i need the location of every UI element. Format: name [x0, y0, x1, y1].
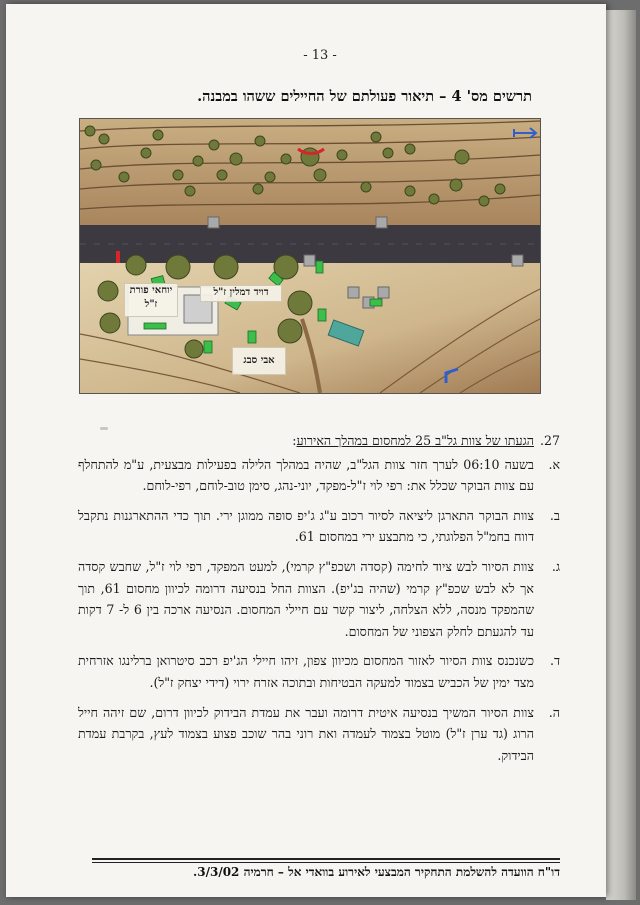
section-heading-text: הגעתו של צוות גל"ב 25 למחסום במהלך האירוע — [296, 433, 534, 448]
page-edge — [606, 10, 636, 900]
section-number: 27. — [539, 433, 560, 448]
footer-rule-thin — [92, 862, 560, 863]
list-item — [78, 454, 560, 497]
list-item — [78, 505, 560, 548]
footer-rule — [92, 858, 560, 860]
item-letter: ד. — [549, 653, 560, 669]
list-item — [78, 556, 560, 642]
item-text: בשעה 06:10 לערך חזר צוות הגל"ב, שהיה במהלך הלילה בפעילות מבצעית, ע"מ להתחלף עם צוות הבוקר שכלל את: רפי לוי ז"ל-מפקד, יוני-נהג, סימן טוב-לוחם, רפי-לוחם. — [78, 456, 534, 494]
item-text: כשנכנס צוות הסיור לאזור המחסום מכיוון צפון, זיהו חיילי הג'יפ רכב סיטרואן ברלינגו אזרחית מצד ימין של הכביש בצמוד למעקה הבטיחות ובתוכה אזרח ירוי (דידי יצחק ז"ל). — [78, 653, 534, 690]
map-label-3-text: אבי סבג — [243, 355, 275, 366]
map-label-2 — [200, 285, 282, 302]
item-letter: ג. — [551, 558, 560, 574]
red-marker-road — [116, 251, 120, 263]
list-item — [78, 702, 560, 767]
item-letter: א. — [548, 456, 560, 472]
map-label-2-text: דויד דמלין ז"ל — [213, 287, 269, 298]
map-label-1 — [124, 283, 178, 317]
section-heading-colon: : — [292, 433, 297, 448]
item-letter: ב. — [549, 507, 560, 523]
figure-title: תרשים מס' 4 – תיאור פעולתם של החיילים ששהו במבנה. — [197, 88, 532, 105]
list-item — [78, 650, 560, 693]
body-text — [78, 430, 560, 774]
item-text: צוות הסיור לבש ציוד לחימה (קסדה ושכפ"ץ קרמי), למעט המפקד, רפי לוי ז"ל, שחבש קסדה אך לא לבש שכפ"ץ קרמי (שהיה בג'יפ). הצוות החל בנסיעה דרומה לכיוון מחסום 61, תוך שהמפקד מנסה, ללא הצלחה, ליצור קשר עם חיילי המחסום. הנסיעה ארכה בין 6 ל- 7 דקות עד להגעתם לחלק הצפוני של המחסום. — [78, 558, 534, 639]
section-heading — [78, 430, 560, 452]
figure-map — [79, 118, 541, 394]
footer-text: דו"ח הוועדה להשלמת התחקיר המבצעי לאירוע בוואדי אל – חרמיה 3/3/02. — [193, 865, 560, 879]
map-label-1-text: יוחאי פורת ז"ל — [129, 285, 173, 310]
map-illustration — [80, 119, 540, 393]
item-text: צוות הבוקר התארגן ליציאה לסיור רכוב ע"ג ג'יפ סופה ממוגן ירי. תוך כדי ההתארגנות נתקבל דווח בחמ"ל הפלוגתי, כי מתבצע ירי במחסום 61. — [78, 507, 534, 545]
page-number: - 13 - — [303, 48, 337, 63]
item-letter: ה. — [548, 704, 560, 720]
item-text: צוות הסיור המשיך בנסיעה איטית דרומה ועבר את עמדת הבידוק לכיוון דרום, שם זיהה חייל הרוג (גד ערן ז"ל) מוטל בצמוד לעמדה ואת רוני בהר שוכב פצוע בצמוד לעץ, בקרבת עמדת הבידוק. — [78, 704, 534, 763]
map-label-3 — [232, 347, 286, 375]
upper-hillside — [80, 119, 540, 229]
